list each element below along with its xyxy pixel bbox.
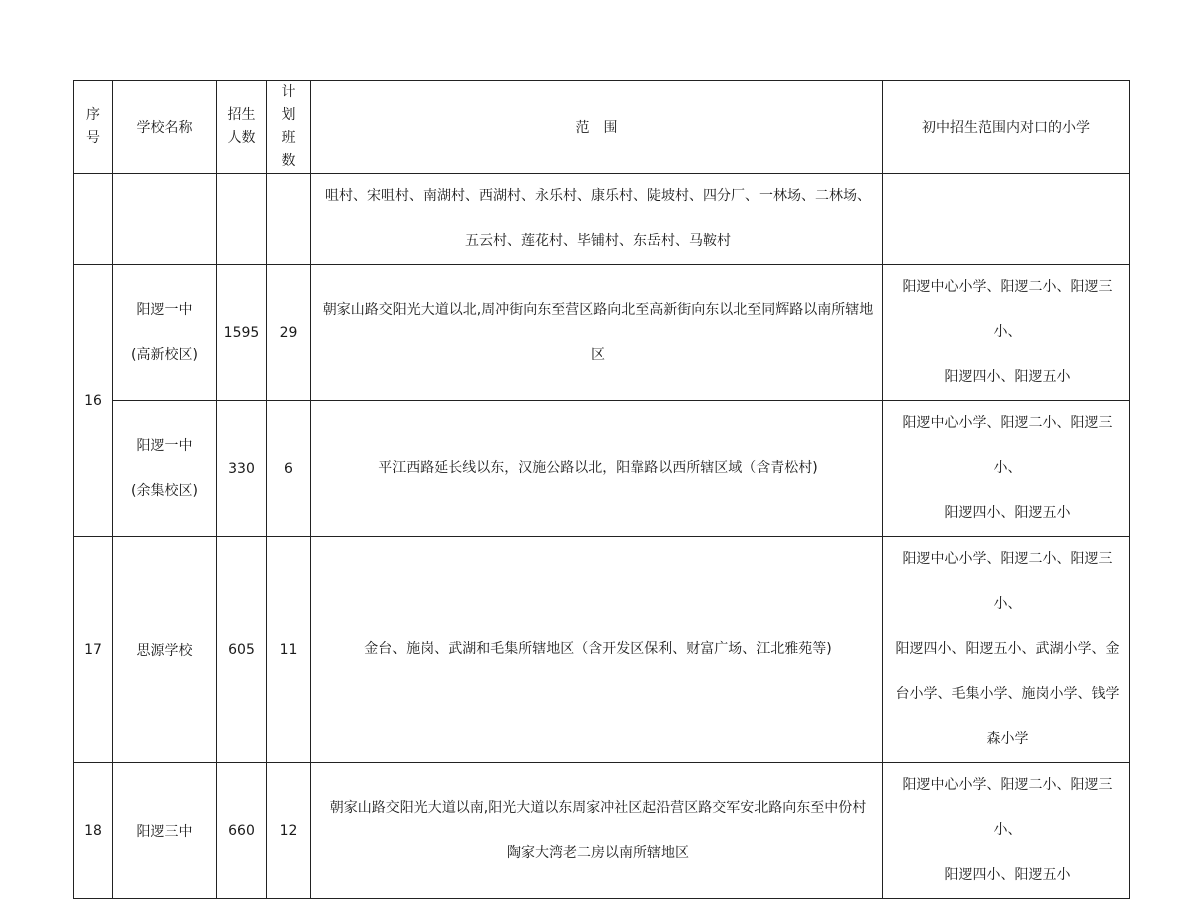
row-16a-primary-line-2: 阳逻四小、阳逻五小: [944, 369, 1071, 385]
header-enrollment-count: 招生人数: [217, 81, 267, 174]
row-17-primary-line-1: 阳逻中心小学、阳逻二小、阳逻三小、: [902, 551, 1113, 612]
row-16b-primary-line-2: 阳逻四小、阳逻五小: [944, 505, 1071, 521]
table-row-16-yuji: [74, 401, 1130, 537]
row-18-primary: [883, 763, 1130, 899]
row-17-classes: 11: [267, 537, 311, 763]
enrollment-table: [73, 80, 1130, 899]
row-17-primary-line-3: 台小学、毛集小学、施岗小学、钱学: [895, 686, 1120, 702]
row-17-primary: [883, 537, 1130, 763]
table-row-16-gaoxin: [74, 265, 1130, 401]
row-18-classes: 12: [267, 763, 311, 899]
row-16a-name-line-2: (高新校区): [131, 346, 198, 363]
row-16a-name-line-1: 阳逻一中: [136, 301, 193, 318]
header-row: [74, 81, 1130, 174]
cont-range-cell: [311, 174, 883, 265]
row-17-primary-line-4: 森小学: [986, 731, 1029, 747]
cont-range-line-2: 五云村、莲花村、毕铺村、东岳村、马鞍村: [465, 233, 731, 249]
header-range: 范 围: [311, 81, 883, 174]
row-16b-primary: [883, 401, 1130, 537]
row-16b-classes: 6: [267, 401, 311, 537]
row-16b-school-name: [113, 401, 217, 537]
row-17-school-name: 思源学校: [113, 537, 217, 763]
header-planned-classes: 计划班数: [267, 81, 311, 174]
table-row-18: [74, 763, 1130, 899]
header-school-name: 学校名称: [113, 81, 217, 174]
cont-count-cell: [217, 174, 267, 265]
row-16a-count: 1595: [217, 265, 267, 401]
row-16a-school-name: [113, 265, 217, 401]
row-18-count: 660: [217, 763, 267, 899]
row-18-range: [311, 763, 883, 899]
row-16a-classes: 29: [267, 265, 311, 401]
row-16b-name-line-2: (余集校区): [131, 482, 198, 499]
row-18-seq: 18: [74, 763, 113, 899]
row-16a-range: 朝家山路交阳光大道以北,周冲街向东至营区路向北至高新街向东以北至同辉路以南所辖地区: [311, 265, 883, 401]
row-16b-count: 330: [217, 401, 267, 537]
row-16a-primary: [883, 265, 1130, 401]
row-17-count: 605: [217, 537, 267, 763]
row-16-seq: 16: [74, 265, 113, 537]
row-16b-primary-line-1: 阳逻中心小学、阳逻二小、阳逻三小、: [902, 415, 1113, 476]
row-16b-name-line-1: 阳逻一中: [136, 437, 193, 454]
row-18-school-name: 阳逻三中: [113, 763, 217, 899]
row-18-primary-line-2: 阳逻四小、阳逻五小: [944, 867, 1071, 883]
cont-range-line-1: 咀村、宋咀村、南湖村、西湖村、永乐村、康乐村、陡坡村、四分厂、一林场、二林场、: [325, 188, 871, 204]
row-18-primary-line-1: 阳逻中心小学、阳逻二小、阳逻三小、: [902, 777, 1113, 838]
table-row-continued: [74, 174, 1130, 265]
header-matched-primary: 初中招生范围内对口的小学: [883, 81, 1130, 174]
row-18-range-line-2: 陶家大湾老二房以南所辖地区: [507, 844, 689, 861]
cont-primary-cell: [883, 174, 1130, 265]
row-16a-primary-line-1: 阳逻中心小学、阳逻二小、阳逻三小、: [902, 279, 1113, 340]
row-17-seq: 17: [74, 537, 113, 763]
cont-name-cell: [113, 174, 217, 265]
table-row-17: [74, 537, 1130, 763]
row-16b-range: 平江西路延长线以东，汉施公路以北，阳靠路以西所辖区域（含青松村): [311, 401, 883, 537]
row-17-primary-line-2: 阳逻四小、阳逻五小、武湖小学、金: [895, 641, 1120, 657]
row-17-range: 金台、施岗、武湖和毛集所辖地区（含开发区保利、财富广场、江北雅苑等): [311, 537, 883, 763]
header-seq: 序号: [74, 81, 113, 174]
cont-classes-cell: [267, 174, 311, 265]
cont-seq-cell: [74, 174, 113, 265]
row-18-range-line-1: 朝家山路交阳光大道以南,阳光大道以东周家冲社区起沿营区路交军安北路向东至中份村: [329, 799, 867, 816]
